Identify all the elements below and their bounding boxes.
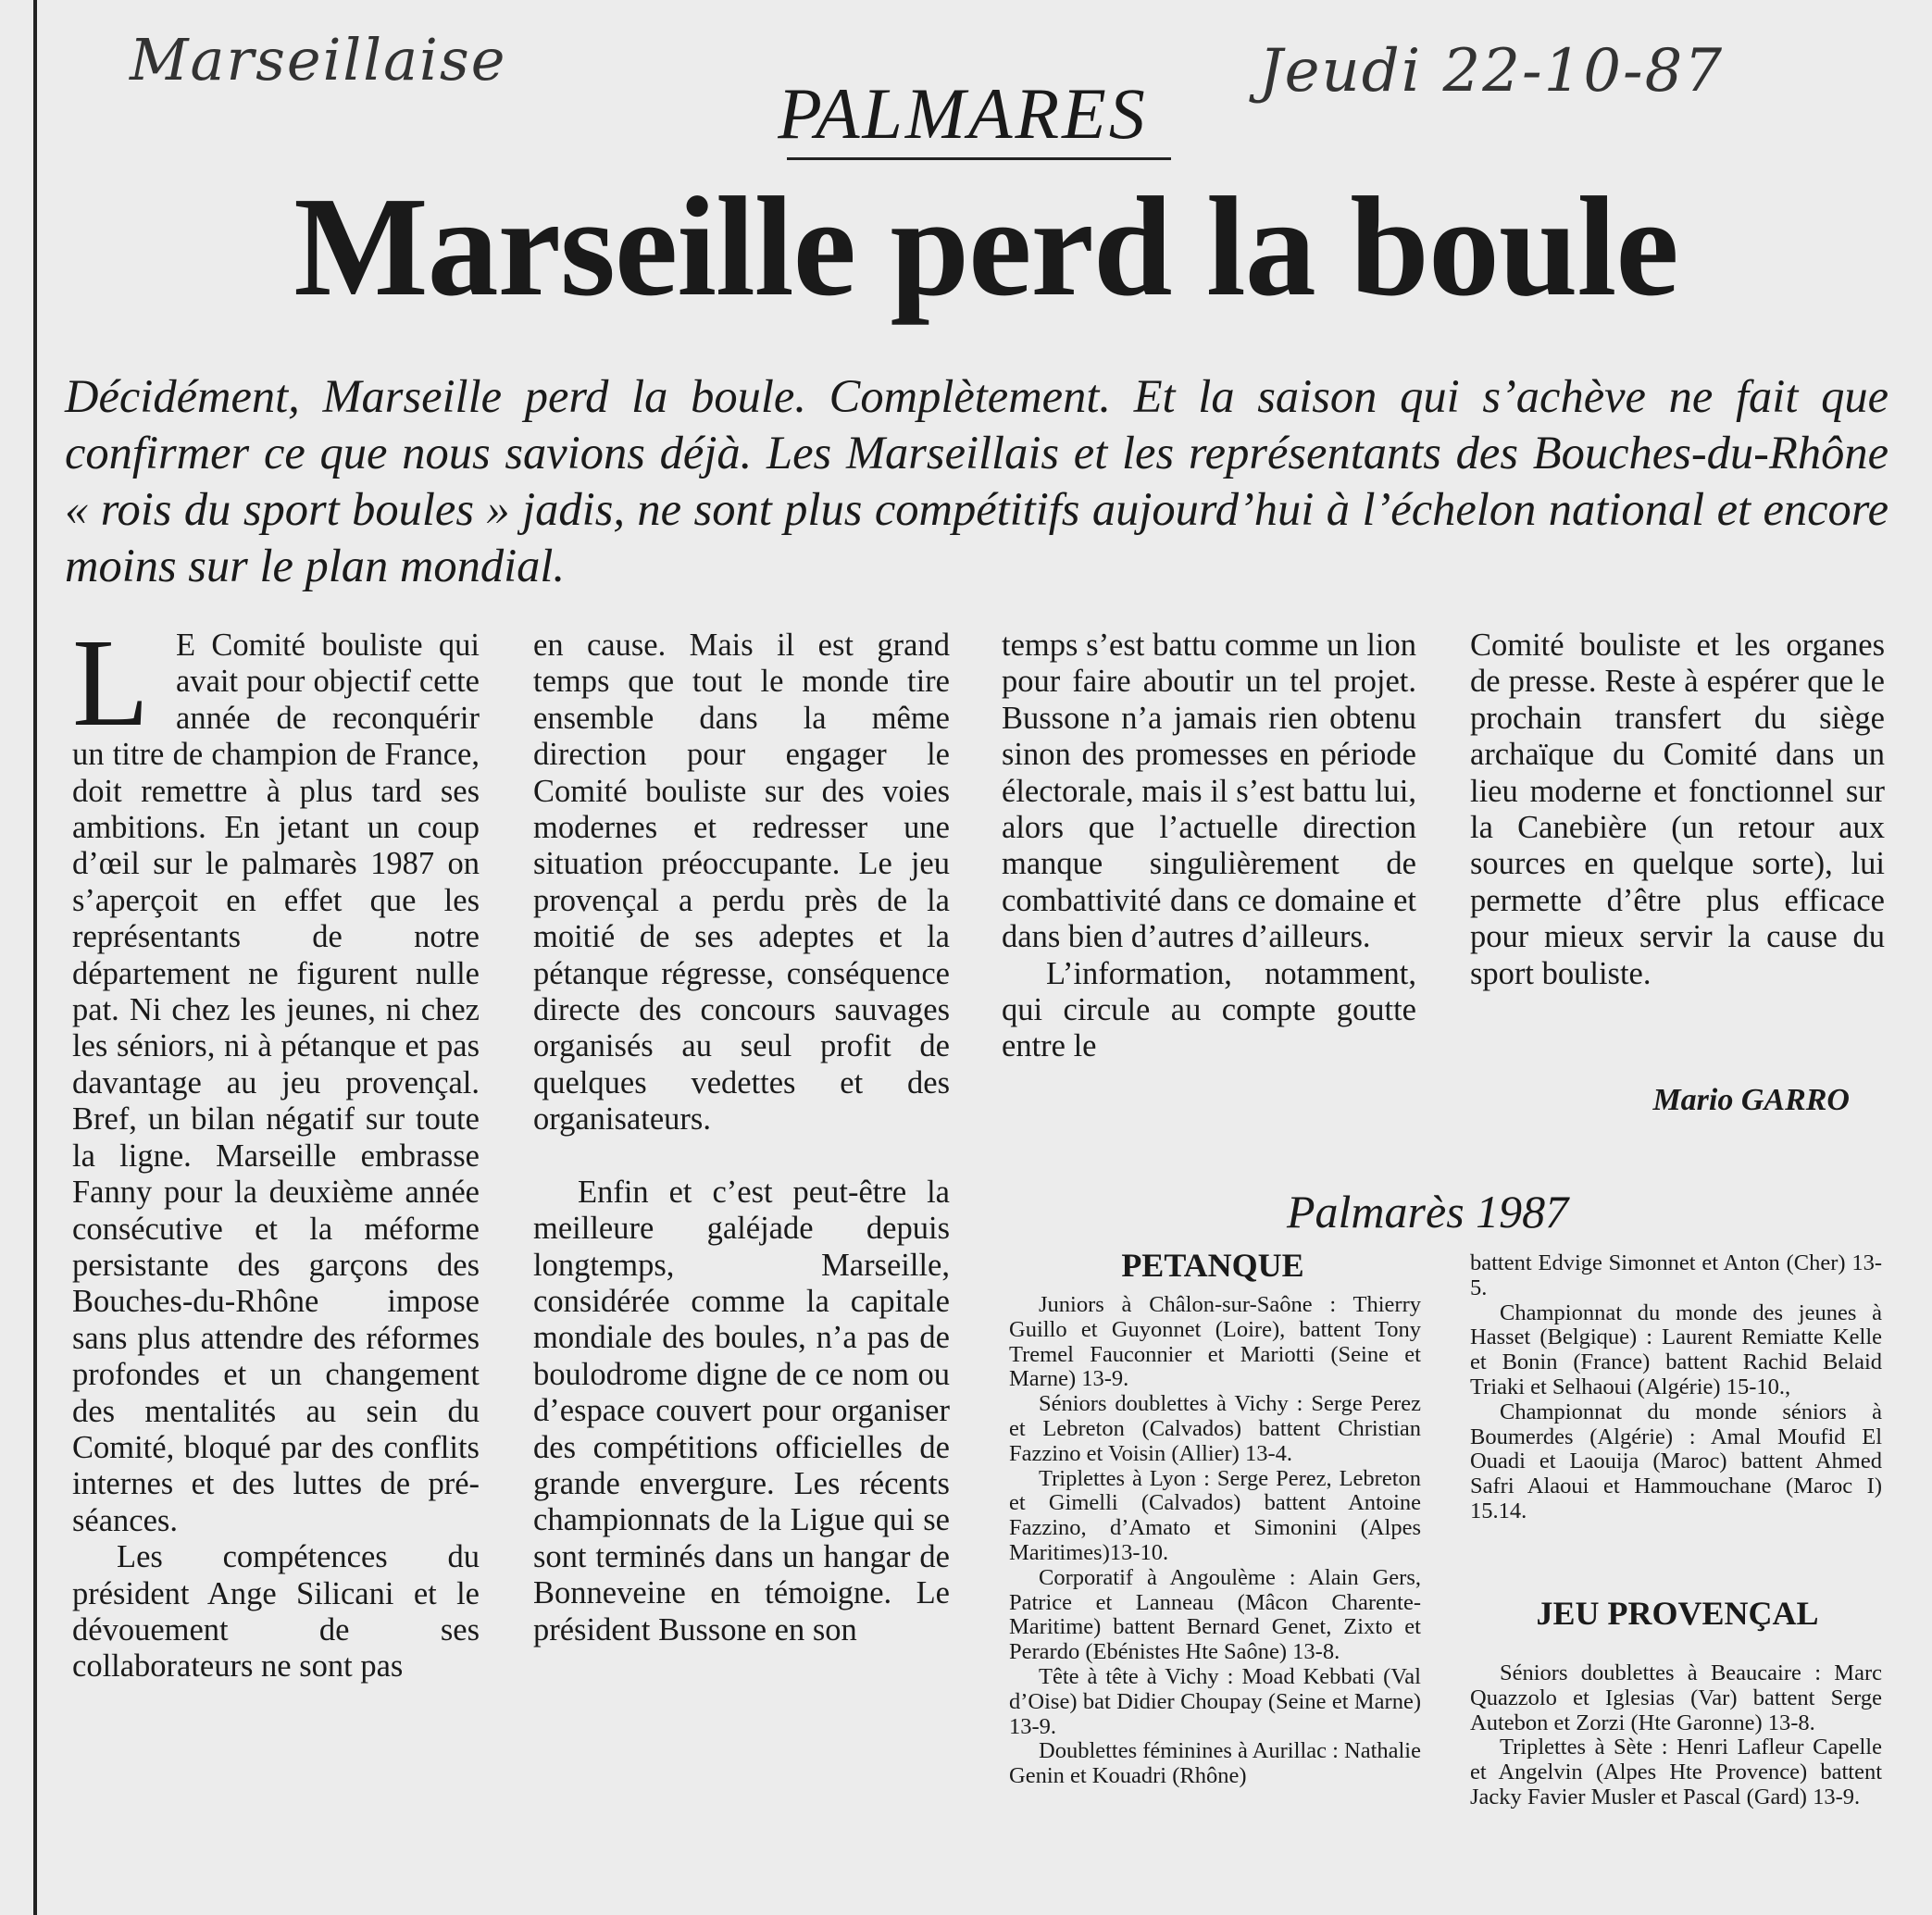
kicker: PALMARES: [778, 73, 1148, 154]
result-item: Séniors doublettes à Beaucaire : Marc Quazzolo et Iglesias (Var) battent Serge Autebon et Zorzi (Hte Garonne) 13-8.: [1470, 1660, 1882, 1735]
margin-rule: [33, 0, 37, 1915]
kicker-underline: [787, 157, 1171, 160]
result-item: Séniors doublettes à Vichy : Serge Perez et Lebreton (Calvados) battent Christian Fazzino et Voisin (Allier) 13-4.: [1009, 1391, 1421, 1466]
paragraph: L’information, notamment, qui circule au compte goutte entre le: [1002, 955, 1416, 1064]
paragraph: E Comité bouliste qui avait pour objectif cette année de reconquérir un titre de champion de France, doit remettre à plus tard ses ambitions. En jetant un coup d’œil sur le palmarès 1987 on s’aperçoit en effet que les représentants de notre département ne figurent nulle pat. Ni chez les jeunes, ni chez les séniors, ni à pétanque et pas davantage au jeu provençal. Bref, un bilan négatif sur toute la ligne. Marseille embrasse Fanny pour la deuxième année consécutive et la méforme persistante des garçons des Bouches-du-Rhône impose sans plus attendre des réformes profondes et un changement des mentalités au sein du Comité, bloqué par des conflits internes et des luttes de pré-séances.: [72, 628, 480, 1538]
paragraph: Comité bouliste et les organes de presse. Reste à espérer que le prochain transfert du siège archaïque du Comité dans un lieu moderne et fonctionnel sur la Canebière (un retour aux sources en quelque sorte), lui permette d’être plus efficace pour mieux servir la cause du sport bouliste.: [1470, 628, 1885, 991]
result-item: Tête à tête à Vichy : Moad Kebbati (Val d’Oise) bat Didier Choupay (Seine et Marne) 13-9.: [1009, 1663, 1421, 1739]
section-heading-petanque: PETANQUE: [1121, 1247, 1304, 1284]
paragraph: temps s’est battu comme un lion pour faire aboutir un tel projet. Bussone n’a jamais rien obtenu sinon des promesses en période électorale, mais il s’est battu lui, alors que l’actuelle direction manque singulièrement de combattivité dans ce domaine et dans bien d’autres d’ailleurs.: [1002, 628, 1416, 955]
paragraph: Les compétences du président Ange Silicani et le dévouement de ses collaborateurs ne sont pas: [72, 1539, 480, 1685]
paragraph: en cause. Mais il est grand temps que tout le monde tire ensemble dans la même direction pour engager le Comité bouliste sur des voies modernes et redresser une situation préoccupante. Le jeu provençal a perdu près de la moitié de ses adeptes et la pétanque régresse, conséquence directe des concours sauvages organisés au seul profit de quelques vedettes et des organisateurs.: [533, 628, 950, 1138]
result-item: Triplettes à Lyon : Serge Perez, Lebreton et Gimelli (Calvados) battent Antoine Fazzino, d’Amato et Simonini (Alpes Maritimes)13-10.: [1009, 1465, 1421, 1565]
drop-cap: L: [72, 614, 150, 752]
paragraph: Enfin et c’est peut-être la meilleure galéjade depuis longtemps, Marseille, considérée comme la capitale mondiale des boules, n’a pas de boulodrome digne de ce nom ou d’espace couvert pour organiser des compétitions officielles de grande envergure. Les récents championnats de la Ligue qui se sont terminés dans un hangar de Bonneveine en témoigne. Le président Bussone en son: [533, 1174, 950, 1648]
result-item: battent Edvige Simonnet et Anton (Cher) 13-5.: [1470, 1250, 1882, 1300]
headline: Marseille perd la boule: [293, 168, 1678, 326]
handwritten-date: Jeudi 22-10-87: [1259, 37, 1725, 106]
result-item: Triplettes à Sète : Henri Lafleur Capelle et Angelvin (Alpes Hte Provence) battent Jacky Favier Musler et Pascal (Gard) 13-9.: [1470, 1735, 1882, 1809]
column-1: [72, 614, 480, 1685]
column-2: [533, 628, 950, 1648]
result-item: Championnat du monde séniors à Boumerdes (Algérie) : Amal Moufid El Ouadi et Laouija (Maroc) battent Ahmed Safri Alaoui et Hammouchane (Maroc I) 15.14.: [1470, 1399, 1882, 1523]
column-4: [1470, 628, 1885, 992]
result-item: Doublettes féminines à Aurillac : Nathalie Genin et Kouadri (Rhône): [1009, 1738, 1421, 1789]
author-byline: Mario GARRO: [1652, 1083, 1850, 1117]
results-jeu-provencal: [1470, 1661, 1882, 1810]
handwritten-source: Marseillaise: [130, 26, 507, 93]
results-petanque: [1009, 1293, 1421, 1789]
result-item: Corporatif à Angoulème : Alain Gers, Patrice et Lanneau (Mâcon Charente-Maritime) battent Bernard Genet, Zixto et Perardo (Ebénistes Hte Saône) 13-8.: [1009, 1564, 1421, 1665]
results-petanque-continued: [1470, 1251, 1882, 1524]
column-3: [1002, 628, 1416, 1065]
palmares-title: Palmarès 1987: [1287, 1186, 1569, 1237]
standfirst: Décidément, Marseille perd la boule. Complètement. Et la saison qui s’achève ne fait que confirmer ce que nous savions déjà. Les Marseillais et les représentants des Bouches-du-Rhône « rois du sport boules » jadis, ne sont plus compétitifs aujourd’hui à l’échelon national et encore moins sur le plan mondial.: [65, 370, 1888, 591]
result-item: Juniors à Châlon-sur-Saône : Thierry Guillo et Guyonnet (Loire), battent Tony Tremel Fauconnier et Mariotti (Seine et Marne) 13-9.: [1009, 1292, 1421, 1392]
section-heading-jeu-provencal: JEU PROVENÇAL: [1536, 1595, 1819, 1632]
result-item: Championnat du monde des jeunes à Hasset (Belgique) : Laurent Remiatte Kelle et Bonin (France) battent Rachid Belaid Triaki et Selhaoui (Algérie) 15-10.,: [1470, 1299, 1882, 1399]
